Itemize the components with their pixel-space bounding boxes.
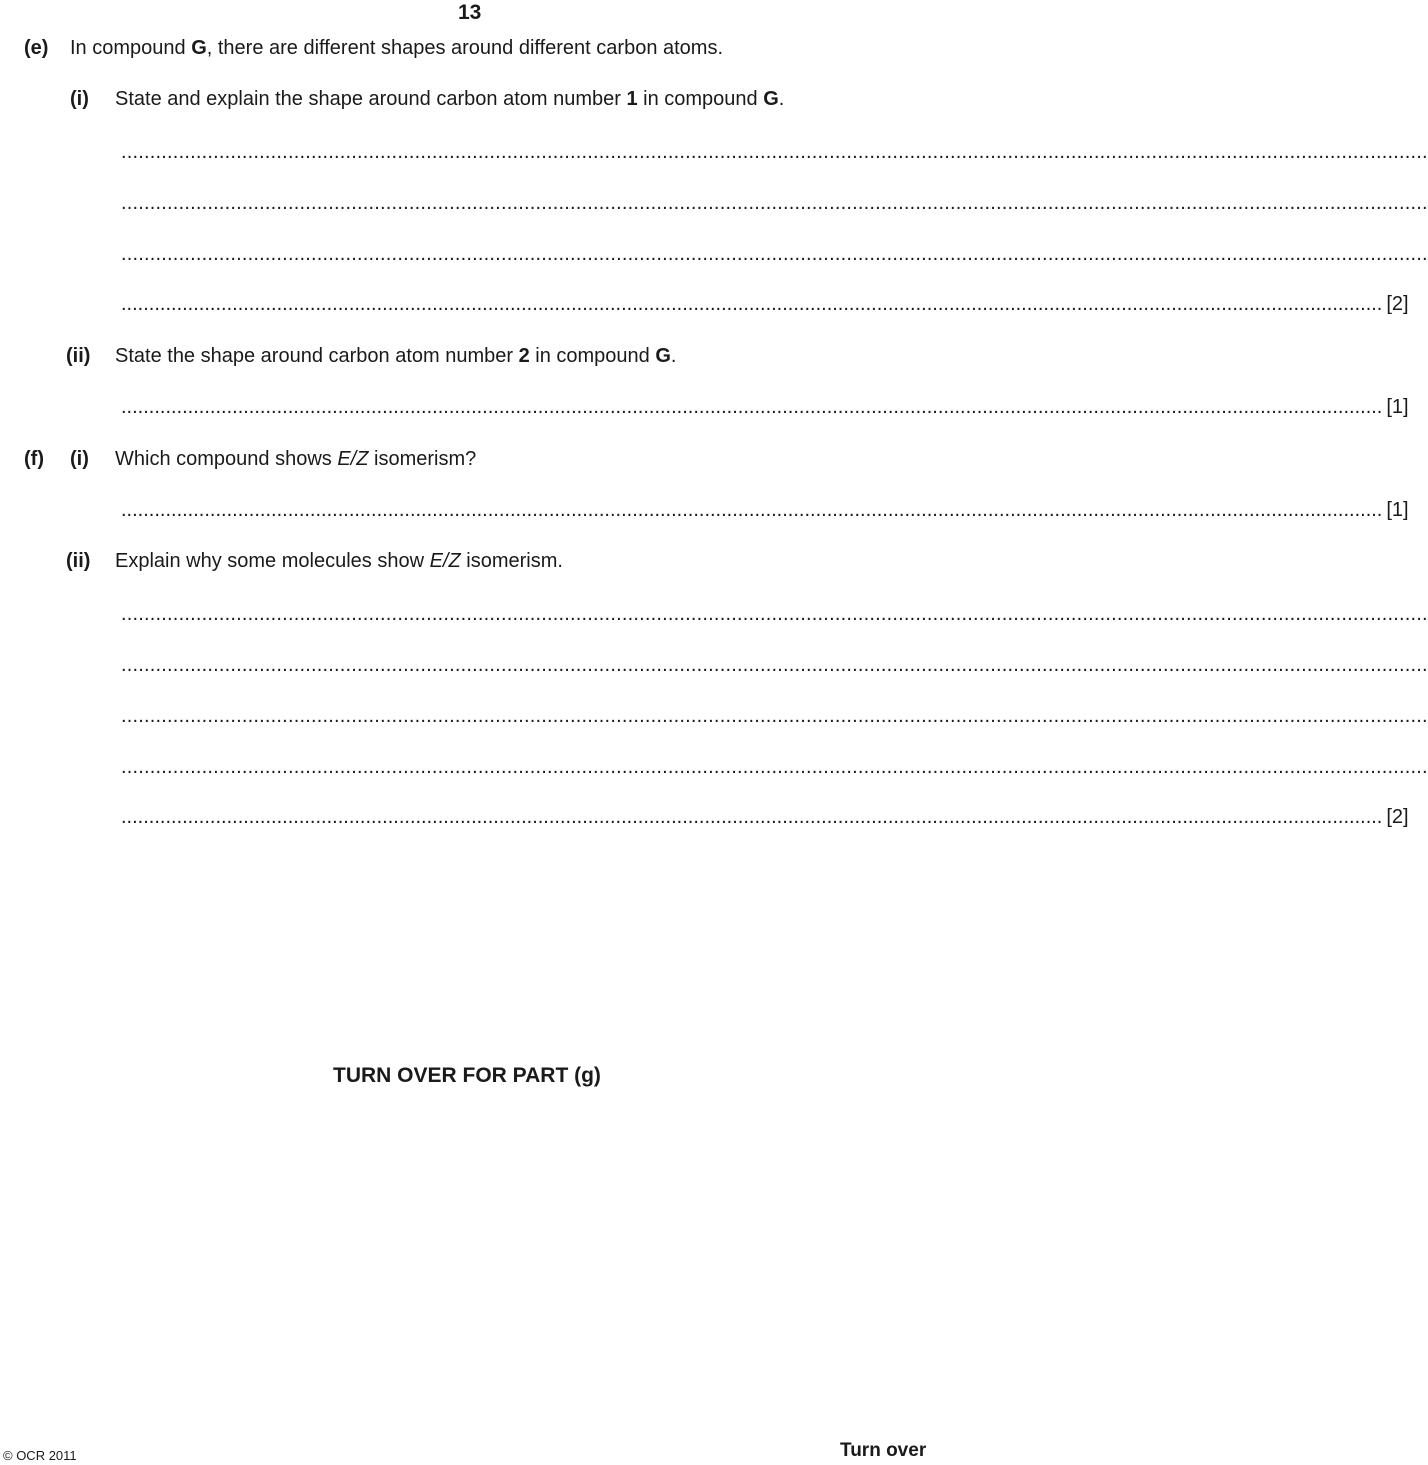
part-e-i-text-3: . (778, 88, 785, 110)
answer-line[interactable]: ................................................................................................................................................................................................................................... (121, 806, 1383, 828)
answer-line[interactable]: ................................................................................................................................................................................................................................... (121, 141, 1428, 163)
answer-line[interactable]: ................................................................................................................................................................................................................................... (121, 499, 1383, 521)
answer-line[interactable]: ................................................................................................................................................................................................................................... (121, 293, 1383, 315)
part-e-ii-question (115, 346, 676, 366)
part-f-ii-question (115, 551, 563, 571)
part-f-i-label: (i) (70, 448, 89, 470)
carbon-atom-number: 2 (518, 345, 530, 367)
part-e-intro-text-2: , there are different shapes around different carbon atoms. (206, 37, 724, 59)
part-f-i-question (115, 449, 476, 469)
carbon-atom-number: 1 (626, 88, 638, 110)
turn-over-footer: Turn over (840, 1440, 927, 1461)
marks-indicator: [2] (1386, 806, 1409, 828)
compound-g-label: G (763, 88, 779, 110)
answer-line[interactable]: ................................................................................................................................................................................................................................... (121, 192, 1428, 214)
ez-isomerism-term: E/Z (337, 448, 369, 470)
part-e-ii-text-2: in compound (529, 345, 656, 367)
part-e-intro (70, 38, 723, 58)
part-f-ii-text-1: Explain why some molecules show (115, 550, 430, 572)
part-e-ii-label: (ii) (66, 345, 91, 367)
part-e-ii-text-1: State the shape around carbon atom number (115, 345, 519, 367)
marks-indicator: [1] (1386, 396, 1409, 418)
answer-line-with-marks[interactable] (121, 806, 1409, 828)
compound-g-label: G (191, 37, 207, 59)
answer-line-with-marks[interactable] (121, 396, 1409, 418)
compound-g-label: G (655, 345, 671, 367)
part-f-label: (f) (24, 448, 44, 470)
answer-line-with-marks[interactable] (121, 499, 1409, 521)
answer-line-with-marks[interactable] (121, 293, 1409, 315)
marks-indicator: [1] (1386, 499, 1409, 521)
ez-isomerism-term: E/Z (429, 550, 461, 572)
answer-line[interactable]: ................................................................................................................................................................................................................................... (121, 756, 1428, 778)
part-e-intro-text-1: In compound (70, 37, 192, 59)
part-f-ii-label: (ii) (66, 550, 91, 572)
page-number: 13 (458, 1, 482, 24)
answer-line[interactable]: ................................................................................................................................................................................................................................... (121, 603, 1428, 625)
part-e-i-text-2: in compound (637, 88, 764, 110)
answer-line[interactable]: ................................................................................................................................................................................................................................... (121, 243, 1428, 265)
part-e-i-text-1: State and explain the shape around carbon atom number (115, 88, 627, 110)
answer-line[interactable]: ................................................................................................................................................................................................................................... (121, 654, 1428, 676)
part-f-i-text-2: isomerism? (368, 448, 477, 470)
copyright-notice: © OCR 2011 (3, 1448, 77, 1463)
part-f-ii-text-2: isomerism. (460, 550, 563, 572)
turn-over-instruction: TURN OVER FOR PART (g) (333, 1064, 601, 1087)
marks-indicator: [2] (1386, 293, 1409, 315)
answer-line[interactable]: ................................................................................................................................................................................................................................... (121, 396, 1383, 418)
answer-line[interactable]: ................................................................................................................................................................................................................................... (121, 705, 1428, 727)
part-e-i-label: (i) (70, 88, 89, 110)
part-e-i-question (115, 89, 784, 109)
part-f-i-text-1: Which compound shows (115, 448, 338, 470)
part-e-label: (e) (24, 37, 49, 59)
part-e-ii-text-3: . (670, 345, 677, 367)
